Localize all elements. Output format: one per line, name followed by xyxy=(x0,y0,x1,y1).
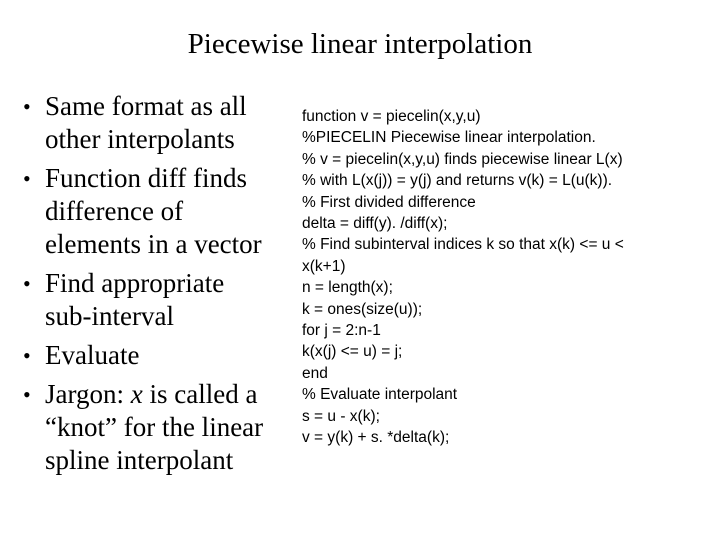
bullet-text-line: difference of xyxy=(45,196,184,226)
code-line: s = u - x(k); xyxy=(302,407,380,425)
code-line: delta = diff(y). /diff(x); xyxy=(302,215,448,233)
bullet-icon: • xyxy=(23,94,31,119)
code-line: %PIECELIN Piecewise linear interpolation. xyxy=(302,129,596,147)
code-block xyxy=(302,106,707,449)
code-line: v = y(k) + s. *delta(k); xyxy=(302,429,450,447)
bullet-item xyxy=(20,267,282,333)
bullet-text-line: Same format as all xyxy=(45,91,247,121)
bullet-text-prefix: Jargon: xyxy=(45,379,131,409)
slide-title: Piecewise linear interpolation xyxy=(187,28,533,60)
bullet-item xyxy=(20,162,282,261)
bullet-text-line: elements in a vector xyxy=(45,229,262,259)
bullet-item xyxy=(20,339,282,372)
bullet-item xyxy=(20,90,282,156)
bullet-icon: • xyxy=(23,382,31,407)
bullet-text-line: “knot” for the linear xyxy=(45,412,264,442)
code-line: end xyxy=(302,364,328,382)
code-line: k(x(j) <= u) = j; xyxy=(302,343,403,361)
code-line: k = ones(size(u)); xyxy=(302,300,423,318)
bullet-icon: • xyxy=(23,343,31,368)
bullet-icon: • xyxy=(23,166,31,191)
bullet-text-variable: x xyxy=(130,379,143,409)
bullet-icon: • xyxy=(23,271,31,296)
code-line: % Evaluate interpolant xyxy=(302,386,458,404)
bullet-item xyxy=(20,378,282,477)
code-line: % Find subinterval indices k so that x(k) <= u < xyxy=(302,236,624,254)
bullet-text-line: Function diff finds xyxy=(45,163,247,193)
bullet-text-line: Evaluate xyxy=(45,340,140,370)
code-line: % First divided difference xyxy=(302,193,476,211)
bullet-text-line: sub-interval xyxy=(45,301,174,331)
code-line: for j = 2:n-1 xyxy=(302,322,381,340)
code-line: % v = piecelin(x,y,u) finds piecewise linear L(x) xyxy=(302,150,623,168)
code-line: n = length(x); xyxy=(302,279,393,297)
bullet-text-line: other interpolants xyxy=(45,124,235,154)
bullet-list xyxy=(20,90,282,483)
code-line: % with L(x(j)) = y(j) and returns v(k) = L(u(k)). xyxy=(302,172,613,190)
code-line: function v = piecelin(x,y,u) xyxy=(302,108,481,125)
code-line: x(k+1) xyxy=(302,257,346,275)
bullet-text-rest: is called a xyxy=(142,379,258,409)
bullet-text-line: Find appropriate xyxy=(45,268,225,298)
bullet-text-line: spline interpolant xyxy=(45,445,234,475)
